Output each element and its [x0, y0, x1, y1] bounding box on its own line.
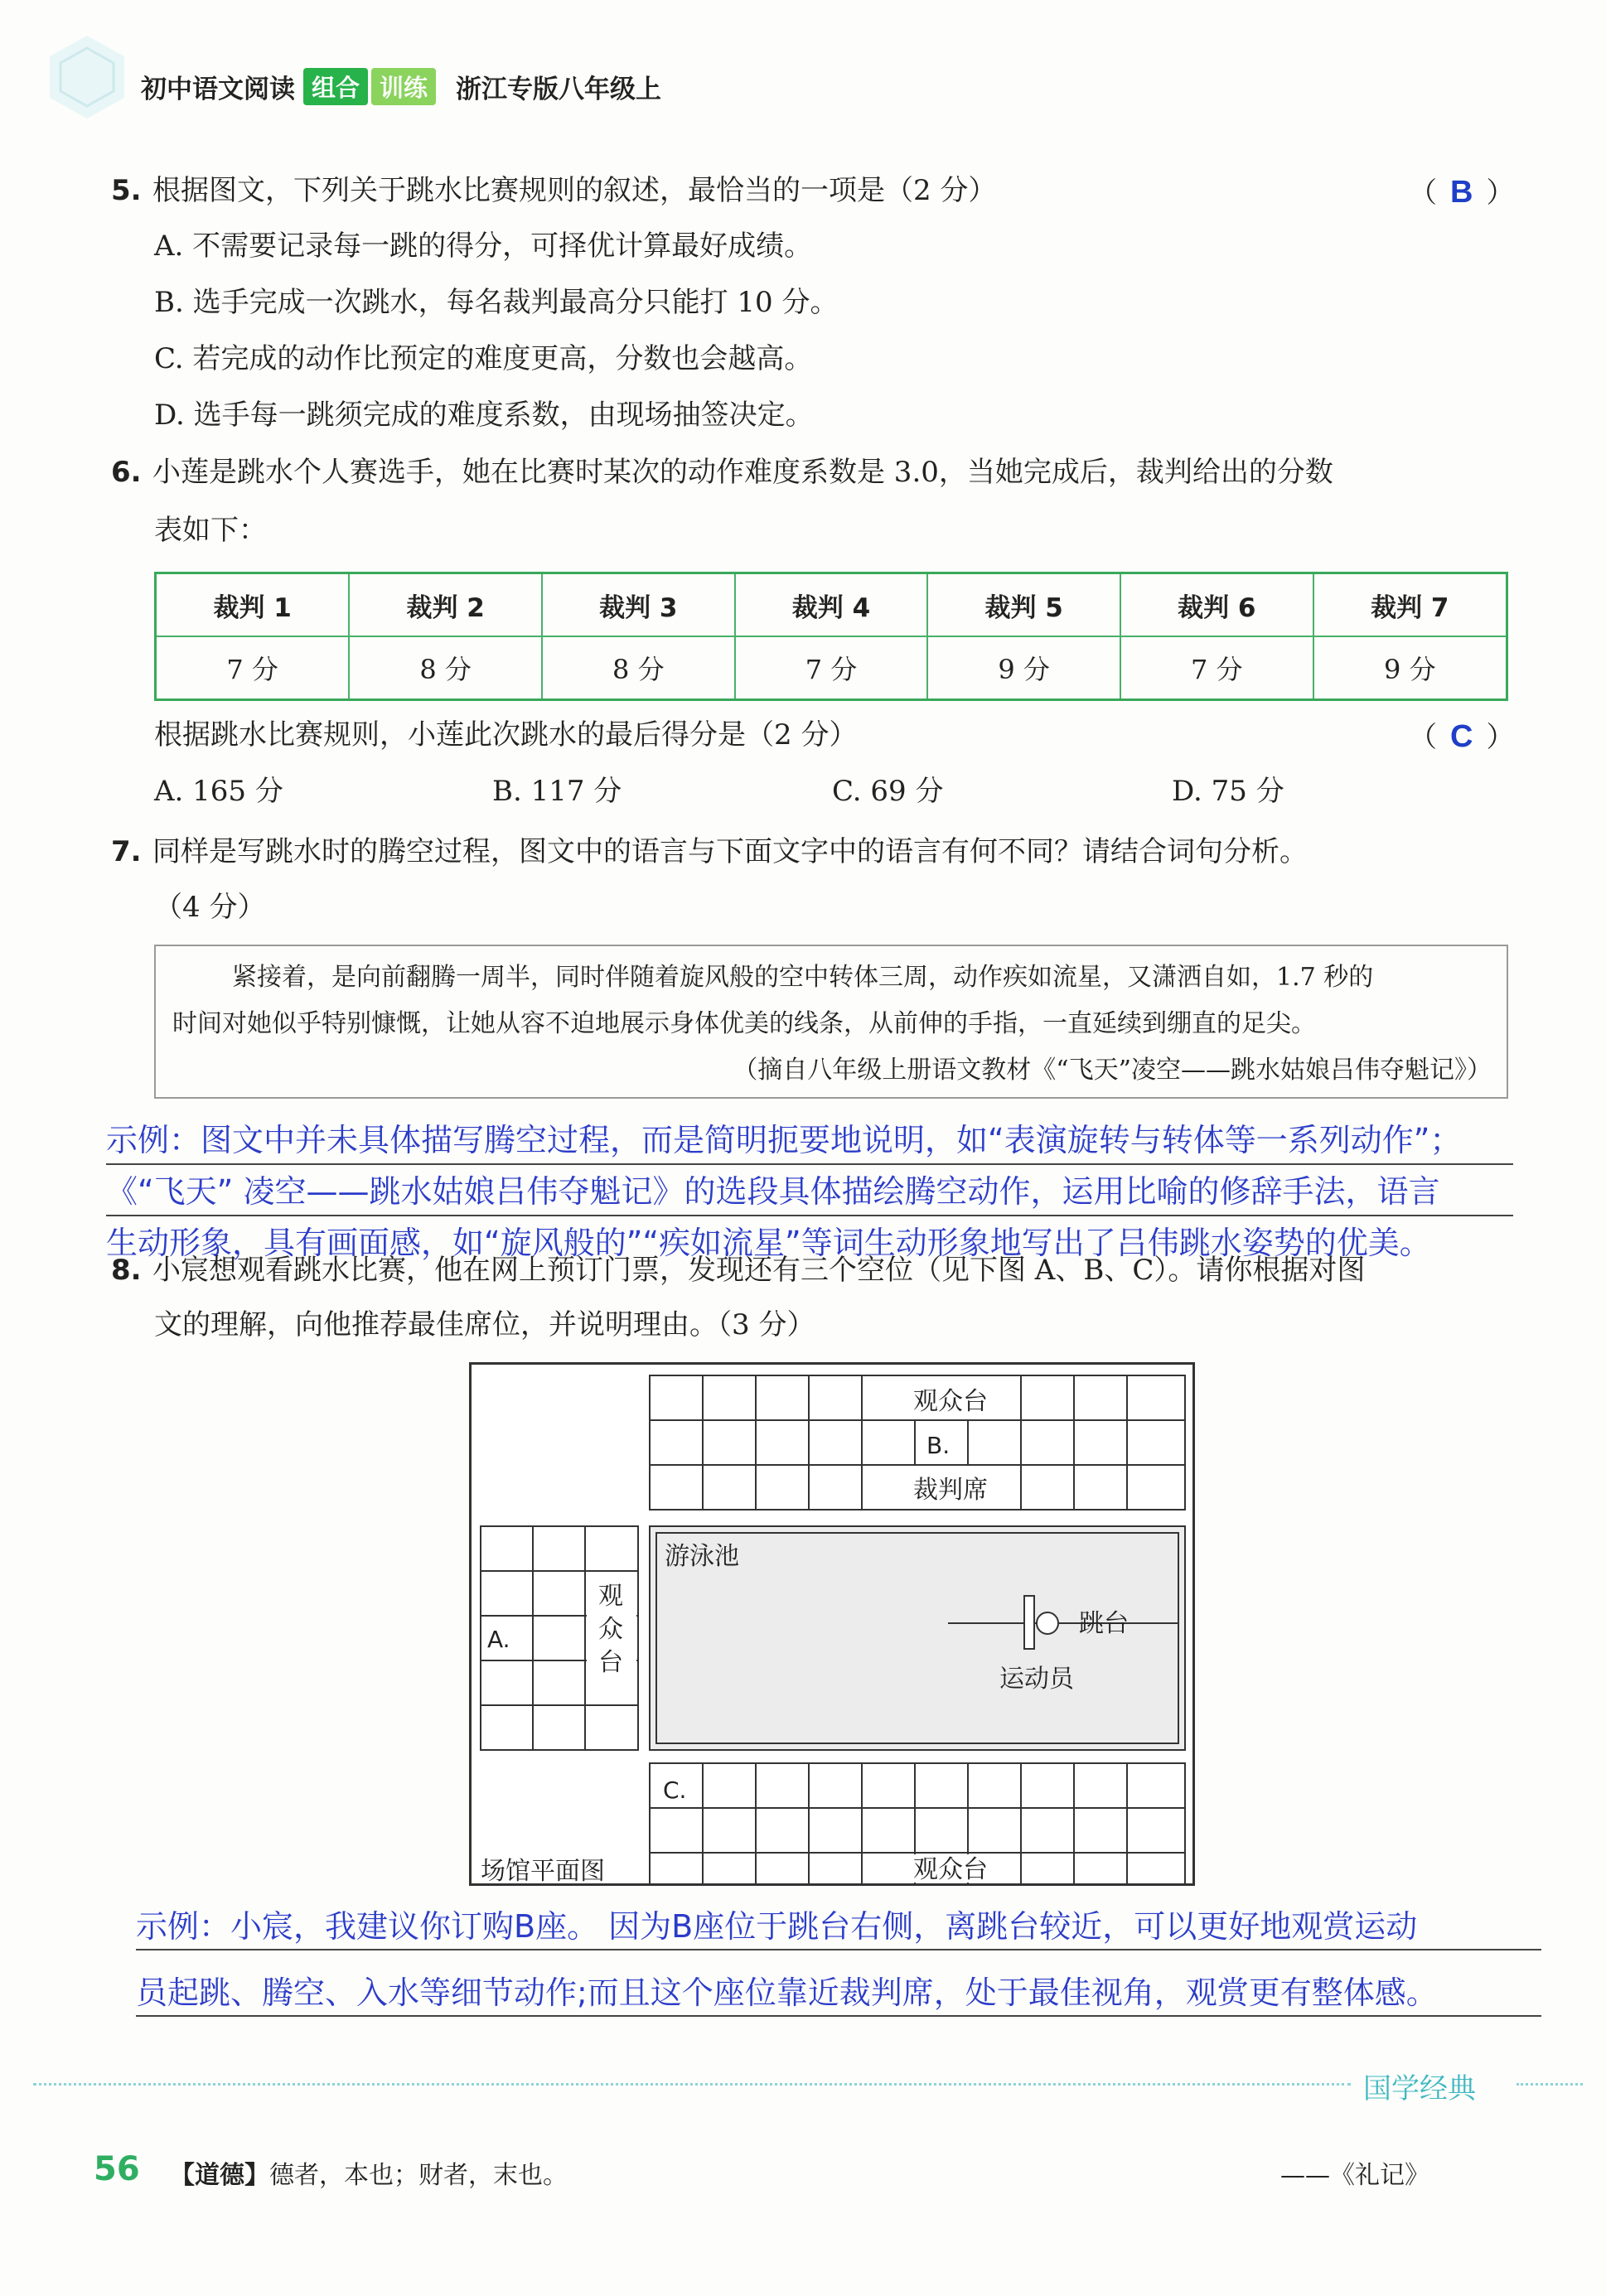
- q6-paren-close: ）: [1486, 721, 1515, 754]
- q7-stem-text: 同样是写跳水时的腾空过程，图文中的语言与下面文字中的语言有何不同？请结合词句分析。: [152, 835, 1308, 868]
- table-cell: 7 分: [735, 636, 928, 700]
- table-cell: 7 分: [1120, 636, 1313, 700]
- q5-paren-close: ）: [1486, 176, 1515, 210]
- q6-number: 6.: [111, 456, 142, 489]
- table-cell: 9 分: [927, 636, 1120, 700]
- q6-stem: [111, 452, 1333, 493]
- q6-option-c: C. 69 分: [832, 775, 944, 808]
- left-stand-char-2: 众: [598, 1615, 623, 1644]
- q7-number: 7.: [111, 835, 142, 868]
- q7-points: （4 分）: [154, 891, 266, 924]
- q6-stem-line1: 小莲是跳水个人赛选手，她在比赛时某次的动作难度系数是 3.0，当她完成后，裁判给出的分数: [152, 456, 1333, 489]
- answer-underline: [106, 1215, 1513, 1216]
- q6-stem-line2: 表如下：: [154, 514, 267, 547]
- q7-answer-line2: 《“飞天” 凌空——跳水姑娘吕伟夺魁记》的选段具体描绘腾空动作，运用比喻的修辞手法，语言: [106, 1173, 1440, 1210]
- quote-source: （摘自八年级上册语文教材《“飞天”凌空——跳水姑娘吕伟夺魁记》）: [733, 1056, 1492, 1085]
- table-header-cell: 裁判 1: [156, 573, 350, 637]
- q5-option-a: A. 不需要记录每一跳的得分，可择优计算最好成绩。: [154, 230, 813, 263]
- q6-option-b: B. 117 分: [492, 775, 622, 808]
- top-stand-label: 观众台: [913, 1387, 988, 1416]
- q5-paren-open: （: [1409, 176, 1437, 210]
- q7-stem: [111, 831, 1308, 872]
- page-number: 56: [94, 2150, 140, 2188]
- quote-line2: 时间对她似乎特别慷慨，让她从容不迫地展示身体优美的线条，从前伸的手指，一直延续到绷直的足尖。: [172, 1009, 1316, 1038]
- q6-option-d: D. 75 分: [1172, 775, 1284, 808]
- book-title: 初中语文阅读: [141, 75, 295, 104]
- athlete-label: 运动员: [999, 1665, 1074, 1694]
- motto-tag: 【道德】: [170, 2161, 269, 2190]
- footer-motto: [170, 2154, 568, 2191]
- q5-option-b: B. 选手完成一次跳水，每名裁判最高分只能打 10 分。: [154, 286, 839, 319]
- platform-post: [1024, 1596, 1034, 1649]
- table-header-cell: 裁判 6: [1120, 573, 1313, 637]
- table-header-cell: 裁判 5: [927, 573, 1120, 637]
- quote-line1: 紧接着，是向前翻腾一周半，同时伴随着旋风般的空中转体三周，动作疾如流星，又潇洒自如，1.7 秒的: [232, 963, 1374, 992]
- q5-option-c: C. 若完成的动作比预定的难度更高，分数也会越高。: [154, 342, 813, 375]
- bottom-stand-label: 观众台: [913, 1855, 988, 1884]
- q8-stem: [111, 1250, 1365, 1291]
- table-row: [156, 636, 1507, 700]
- q5-answer: B: [1450, 175, 1473, 210]
- q6-answer: C: [1450, 719, 1473, 754]
- judge-score-table: [154, 572, 1508, 701]
- table-header-cell: 裁判 7: [1313, 573, 1507, 637]
- q5-option-d: D. 选手每一跳须完成的难度系数，由现场抽签决定。: [154, 399, 814, 432]
- footer-section-label: 国学经典: [1363, 2072, 1476, 2105]
- table-cell: 8 分: [542, 636, 735, 700]
- q8-answer-line1: 示例：小宸，我建议你订购B座。 因为B座位于跳台右侧，离跳台较近，可以更好地观赏运动: [136, 1908, 1418, 1945]
- athlete-icon: [1037, 1612, 1058, 1634]
- q8-stem-line1: 小宸想观看跳水比赛，他在网上预订门票，发现还有三个空位（见下图 A、B、C）。请你根据对图: [152, 1254, 1366, 1287]
- platform-label: 跳台: [1079, 1609, 1129, 1638]
- corner-hexagon-icon: [41, 31, 133, 123]
- q8-answer-line2: 员起跳、腾空、入水等细节动作;而且这个座位靠近裁判席，处于最佳视角，观赏更有整体感。: [136, 1975, 1438, 2011]
- seat-b-label: B.: [926, 1432, 951, 1459]
- venue-floor-plan: [469, 1362, 1195, 1886]
- q5-stem: [111, 170, 996, 211]
- q7-answer-line3: 生动形象，具有画面感，如“旋风般的”“疾如流星”等词生动形象地写出了吕伟跳水姿势的优美。: [106, 1225, 1431, 1261]
- q8-number: 8.: [111, 1254, 142, 1287]
- motto-text: 德者，本也；财者，末也。: [269, 2161, 568, 2190]
- pool-label: 游泳池: [665, 1542, 739, 1571]
- header-badge-1: 组合: [303, 68, 368, 105]
- q7-answer-line1: 示例：图文中并未具体描写腾空过程，而是简明扼要地说明，如“表演旋转与转体等一系列动作”；: [106, 1122, 1462, 1158]
- q7-quote-box: [154, 945, 1508, 1099]
- table-header-row: [156, 573, 1507, 637]
- motto-source: ——《礼记》: [1280, 2161, 1429, 2190]
- judges-label: 裁判席: [913, 1476, 988, 1505]
- left-stand-char-3: 台: [598, 1648, 623, 1677]
- table-cell: 9 分: [1313, 636, 1507, 700]
- q6-question: 根据跳水比赛规则，小莲此次跳水的最后得分是（2 分）: [154, 718, 858, 752]
- diagram-caption: 场馆平面图: [481, 1857, 605, 1886]
- answer-underline: [136, 2015, 1541, 2017]
- footer-dotted-rule-right: [1517, 2083, 1583, 2086]
- q6-answer-slot: [1409, 714, 1514, 755]
- table-header-cell: 裁判 4: [735, 573, 928, 637]
- answer-underline: [136, 1949, 1541, 1950]
- seat-c-label: C.: [663, 1776, 687, 1804]
- running-header: [141, 68, 661, 105]
- seat-a-label: A.: [487, 1626, 510, 1653]
- q6-option-a: A. 165 分: [154, 775, 283, 808]
- q6-paren-open: （: [1409, 721, 1437, 754]
- q5-answer-slot: [1409, 170, 1514, 210]
- answer-underline: [106, 1163, 1513, 1165]
- table-header-cell: 裁判 2: [349, 573, 542, 637]
- q5-stem-text: 根据图文，下列关于跳水比赛规则的叙述，最恰当的一项是（2 分）: [152, 174, 997, 207]
- left-stand-char-1: 观: [598, 1582, 623, 1611]
- footer-dotted-rule: [33, 2083, 1351, 2086]
- table-cell: 8 分: [349, 636, 542, 700]
- edition-label: 浙江专版八年级上: [456, 75, 662, 104]
- table-cell: 7 分: [156, 636, 350, 700]
- header-badge-2: 训练: [371, 68, 436, 105]
- q8-stem-line2: 文的理解，向他推荐最佳席位，并说明理由。（3 分）: [154, 1308, 815, 1341]
- q5-number: 5.: [111, 174, 142, 207]
- table-header-cell: 裁判 3: [542, 573, 735, 637]
